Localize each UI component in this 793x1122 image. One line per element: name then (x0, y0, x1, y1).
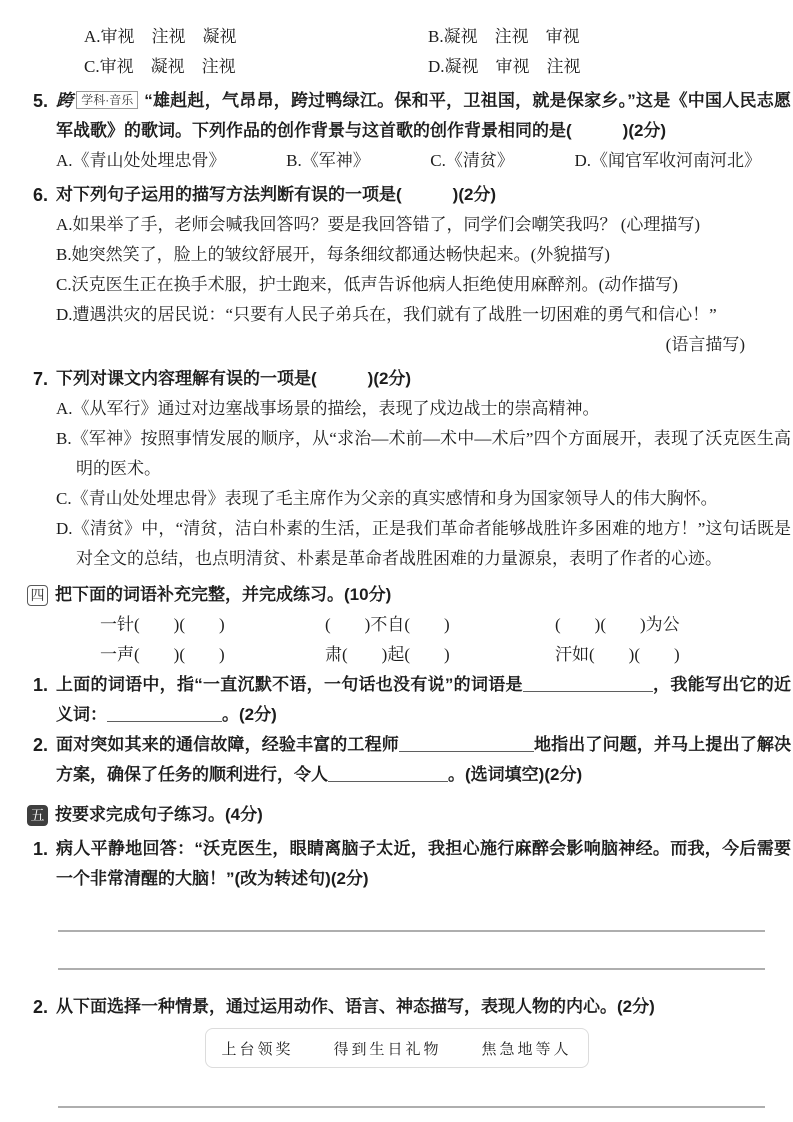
question-6-option-d: D.遭遇洪灾的居民说：“只要有人民子弟兵在，我们就有了战胜一切困难的勇气和信心！” (56, 305, 717, 324)
question-5-body (56, 86, 793, 176)
idiom-3: ( )( )为公 (555, 615, 680, 634)
question-7-option-b: B.《军神》按照事情发展的顺序，从“求治—术前—术中—术后”四个方面展开，表现了沃克医生高明的医术。 (56, 429, 791, 478)
fill-blank (399, 737, 534, 752)
section-4-question-2-number: 2. (33, 735, 49, 755)
fill-blank (523, 677, 653, 692)
answer-line (58, 1108, 765, 1122)
s4q1-part1: 上面的词语中，指“一直沉默不语，一句话也没有说”的词语是 (56, 675, 523, 694)
question-4-option-c: C.审视 凝视 注视 (84, 57, 236, 76)
question-5-option-b: B.《军神》 (286, 151, 370, 170)
idiom-row-1 (100, 610, 793, 640)
question-5-options (56, 146, 791, 176)
question-7-option-a: A.《从军行》通过对边塞战事场景的描绘，表现了戍边战士的崇高精神。 (56, 399, 600, 418)
question-6-stem: 对下列句子运用的描写方法判断有误的一项是( )(2分) (56, 185, 497, 204)
scenario-choice-box (205, 1028, 589, 1068)
answer-line (58, 894, 765, 932)
question-5-option-d: D.《闻官军收河南河北》 (574, 151, 761, 170)
section-5-question-1-number: 1. (33, 839, 49, 859)
question-7-stem: 下列对课文内容理解有误的一项是( )(2分) (56, 369, 412, 388)
question-4-option-b: B.凝视 注视 审视 (428, 27, 580, 46)
question-6-option-c: C.沃克医生正在换手术服，护士跑来，低声告诉他病人拒绝使用麻醉剂。(动作描写) (56, 275, 678, 294)
kua-character: 跨 (56, 91, 74, 110)
question-4-options (84, 22, 793, 82)
question-4-option-a: A.审视 注视 凝视 (84, 27, 237, 46)
question-5-stem (56, 86, 791, 146)
question-5-option-a: A.《青山处处埋忠骨》 (56, 151, 226, 170)
section-5-question-1 (0, 834, 793, 894)
section-5-title: 按要求完成句子练习。(4分) (55, 805, 263, 824)
section-4-question-2 (0, 730, 793, 790)
subject-music-label: 学科·音乐 (76, 91, 138, 109)
question-6-option-a: A.如果举了手，老师会喊我回答吗？要是我回答错了，同学们会嘲笑我吗？ (心理描写) (56, 215, 701, 234)
s4q1-part3: 。(2分) (222, 705, 277, 724)
section-5-question-2 (0, 992, 793, 1022)
fill-blank (328, 767, 448, 782)
question-6 (0, 180, 793, 360)
question-4-options-row-2 (84, 52, 793, 82)
question-5-stem-text: “雄赳赳，气昂昂，跨过鸭绿江。保和平，卫祖国，就是保家乡。”这是《中国人民志愿军战歌》的歌词。下列作品的创作背景与这首歌的创作背景相同的是( )(2分) (56, 91, 792, 140)
idiom-1: 一针( )( ) (100, 615, 225, 634)
section-4-header (27, 580, 793, 610)
s4q2-part3: 。(选词填空)(2分) (448, 765, 583, 784)
idiom-5: 肃( )起( ) (325, 645, 450, 664)
question-4-option-d: D.凝视 审视 注视 (428, 57, 581, 76)
section-5-question-2-text: 从下面选择一种情景，通过运用动作、语言、神态描写，表现人物的内心。(2分) (56, 997, 655, 1016)
section-4-marker: 四 (27, 585, 48, 606)
section-5-question-2-number: 2. (33, 997, 49, 1017)
question-4-options-row-1 (84, 22, 793, 52)
scenario-birthday-gift: 得到生日礼物 (333, 1041, 442, 1058)
section-4-question-1-text (56, 670, 793, 730)
s4q2-part1: 面对突如其来的通信故障，经验丰富的工程师 (56, 735, 399, 754)
cross-subject-music-badge (56, 91, 144, 110)
section-5-question-1-text: 病人平静地回答：“沃克医生，眼睛离脑子太近，我担心施行麻醉会影响脑神经。而我，今后需要一个非常清醒的大脑！”(改为转述句)(2分) (56, 839, 791, 888)
scenario-award: 上台领奖 (221, 1041, 294, 1058)
question-6-option-d-annotation: (语言描写) (665, 335, 745, 354)
question-6-option-b: B.她突然笑了，脸上的皱纹舒展开，每条细纹都通达畅快起来。(外貌描写) (56, 245, 610, 264)
question-5-option-c: C.《清贫》 (430, 151, 514, 170)
answer-line (58, 1070, 765, 1108)
section-5-header (27, 800, 793, 830)
scenario-waiting-anxiously: 焦急地等人 (481, 1041, 572, 1058)
question-7-number: 7. (33, 369, 49, 389)
question-5-number: 5. (33, 91, 49, 111)
idiom-6: 汗如( )( ) (555, 645, 680, 664)
question-7-option-d: D.《清贫》中，“清贫，洁白朴素的生活，正是我们革命者能够战胜许多困难的地方！”这句话既是对全文的总结，也点明清贫、朴素是革命者战胜困难的力量源泉，表明了作者的心迹。 (56, 519, 791, 568)
idiom-4: 一声( )( ) (100, 645, 225, 664)
question-6-body (56, 180, 793, 360)
section-4-question-1-number: 1. (33, 675, 49, 695)
s4q2-part2: 地指出了问题，并马上提出了解决方案，确保了任务的顺利进行，令人 (56, 735, 792, 784)
question-5 (0, 86, 793, 176)
s4q1-part2: ，我能写出它的近义词： (56, 675, 792, 724)
section-4-question-1 (0, 670, 793, 730)
idiom-2: ( )不自( ) (325, 615, 450, 634)
question-7 (0, 364, 793, 574)
section-4-question-2-text (56, 730, 793, 790)
section-4-title: 把下面的词语补充完整，并完成练习。(10分) (55, 585, 392, 604)
question-6-number: 6. (33, 185, 49, 205)
question-7-body (56, 364, 793, 574)
fill-blank (107, 707, 222, 722)
idiom-row-2 (100, 640, 793, 670)
section-5-marker: 五 (27, 805, 48, 826)
question-7-option-c: C.《青山处处埋忠骨》表现了毛主席作为父亲的真实感情和身为国家领导人的伟大胸怀。 (56, 489, 718, 508)
answer-line (58, 932, 765, 970)
